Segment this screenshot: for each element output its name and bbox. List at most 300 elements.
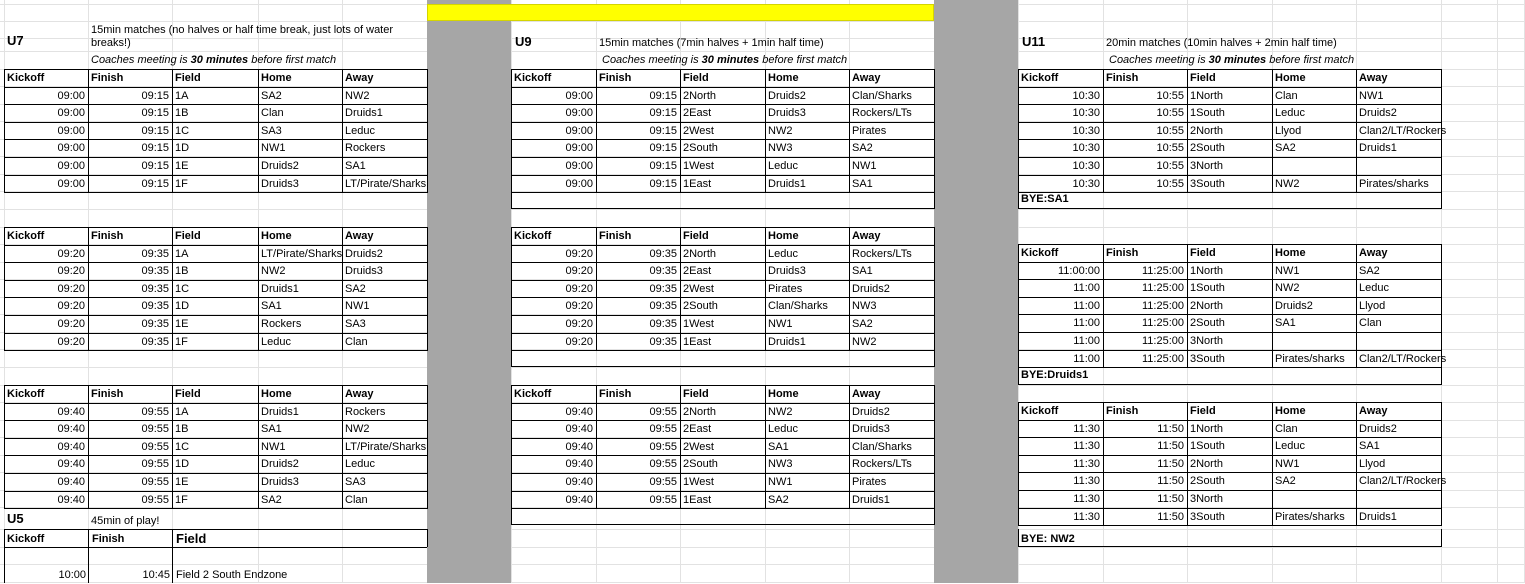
cell-border <box>342 385 343 509</box>
u9-finish-cell: 09:55 <box>649 441 677 453</box>
u7-kickoff-cell: 09:00 <box>57 125 85 137</box>
u7-home-cell: SA2 <box>261 494 282 506</box>
cell-border <box>427 529 428 547</box>
u7-away-cell: Leduc <box>345 125 375 137</box>
u7-home-cell: SA2 <box>261 90 282 102</box>
u9-home-cell: NW2 <box>768 125 793 137</box>
u9-away-cell: Rockers/LTs <box>852 458 912 470</box>
u11-field-cell: 1South <box>1190 107 1225 119</box>
cell-border <box>934 385 935 509</box>
u9-kickoff-cell: 09:20 <box>565 336 593 348</box>
u7-kickoff-cell: 09:00 <box>57 107 85 119</box>
u7-finish-cell: 09:15 <box>141 142 169 154</box>
u11-home-cell: NW1 <box>1275 458 1300 470</box>
cell-border <box>511 191 512 209</box>
u9-away-cell: Clan/Sharks <box>852 90 912 102</box>
u9-kickoff-cell: 09:40 <box>565 476 593 488</box>
u9-kickoff-cell: 09:00 <box>565 107 593 119</box>
u7-header-field: Field <box>175 388 201 400</box>
u11-kickoff-cell: 11:00 <box>1073 353 1100 365</box>
u11-header-field: Field <box>1190 405 1216 417</box>
u7-field-cell: 1C <box>175 283 190 295</box>
u7-home-cell: NW1 <box>261 142 286 154</box>
u7-away-cell: SA1 <box>345 160 366 172</box>
u7-kickoff-cell: 09:00 <box>57 142 85 154</box>
u9-kickoff-cell: 09:00 <box>565 90 593 102</box>
u5-finish-cell: 10:45 <box>142 569 170 581</box>
u11-away-cell: Pirates/sharks <box>1359 178 1429 190</box>
u7-kickoff-cell: 09:20 <box>57 300 85 312</box>
u9-away-cell: SA2 <box>852 318 873 330</box>
u11-field-cell: 1South <box>1190 282 1225 294</box>
u11-finish-cell: 10:55 <box>1156 107 1184 119</box>
u9-finish-cell: 09:15 <box>649 90 677 102</box>
u7-header-kickoff: Kickoff <box>7 230 45 242</box>
u11-kickoff-cell: 11:00 <box>1073 317 1100 329</box>
u7-away-cell: Druids2 <box>345 248 383 260</box>
cell-border <box>1441 191 1442 209</box>
u7-field-cell: 1E <box>175 318 189 330</box>
u7-header-away: Away <box>345 230 374 242</box>
u7-finish-cell: 09:55 <box>141 423 169 435</box>
u11-bye-2: BYE:Druids1 <box>1021 369 1089 381</box>
cell-border <box>849 69 850 193</box>
u9-field-cell: 2East <box>683 265 712 277</box>
u7-field-cell: 1A <box>175 406 189 418</box>
u11-home-cell: Llyod <box>1275 125 1302 137</box>
u7-finish-cell: 09:55 <box>141 406 169 418</box>
u7-away-cell: NW2 <box>345 90 370 102</box>
u7-finish-cell: 09:15 <box>141 125 169 137</box>
u9-field-cell: 1East <box>683 494 712 506</box>
cell-border <box>934 507 935 525</box>
u7-header-kickoff: Kickoff <box>7 72 45 84</box>
u9-away-cell: Clan/Sharks <box>852 441 912 453</box>
u11-header-field: Field <box>1190 247 1216 259</box>
u11-finish-cell: 11:25:00 <box>1141 353 1184 365</box>
separator-column-2 <box>934 0 1018 583</box>
u11-home-cell: SA1 <box>1275 317 1296 329</box>
u9-home-cell: NW2 <box>768 406 793 418</box>
u7-home-cell: SA3 <box>261 125 282 137</box>
cell-border <box>934 191 935 209</box>
u11-header-home: Home <box>1275 72 1306 84</box>
u7-home-cell: Leduc <box>261 336 291 348</box>
u9-home-cell: SA2 <box>768 494 789 506</box>
cell-border <box>934 349 935 367</box>
cell-border <box>1272 69 1273 193</box>
u11-kickoff-cell: 10:30 <box>1072 160 1100 172</box>
cell-border <box>427 385 428 509</box>
cell-border <box>1272 244 1273 368</box>
u11-field-cell: 3North <box>1190 335 1224 347</box>
u7-kickoff-cell: 09:00 <box>57 178 85 190</box>
u9-field-cell: 2West <box>683 283 714 295</box>
cell-border <box>258 69 259 193</box>
u7-away-cell: SA2 <box>345 283 366 295</box>
u11-kickoff-cell: 11:00 <box>1073 282 1100 294</box>
u7-kickoff-cell: 09:20 <box>57 336 85 348</box>
u9-header-field: Field <box>683 388 709 400</box>
u9-home-cell: Pirates <box>768 283 803 295</box>
u11-finish-cell: 11:50 <box>1157 475 1184 487</box>
u9-home-cell: Leduc <box>768 423 798 435</box>
u11-away-cell: SA2 <box>1359 265 1380 277</box>
cell-border <box>1356 244 1357 368</box>
u11-finish-cell: 10:55 <box>1156 125 1184 137</box>
cell-border <box>258 385 259 509</box>
u11-home-cell: Pirates/sharks <box>1275 511 1345 523</box>
cell-border <box>849 385 850 509</box>
u9-finish-cell: 09:55 <box>649 423 677 435</box>
u9-kickoff-cell: 09:40 <box>565 458 593 470</box>
cell-border <box>1018 546 1442 547</box>
u9-finish-cell: 09:35 <box>649 336 677 348</box>
u9-away-cell: SA2 <box>852 142 873 154</box>
u7-kickoff-cell: 09:40 <box>57 406 85 418</box>
u11-finish-cell: 10:55 <box>1156 160 1184 172</box>
cell-border <box>680 227 681 351</box>
cell-border <box>1187 69 1188 193</box>
u7-home-cell: Rockers <box>261 318 302 330</box>
u7-away-cell: NW1 <box>345 300 370 312</box>
u9-kickoff-cell: 09:40 <box>565 441 593 453</box>
u11-header-finish: Finish <box>1106 72 1139 84</box>
u9-kickoff-cell: 09:00 <box>565 160 593 172</box>
u11-field-cell: 3South <box>1190 353 1225 365</box>
u9-home-cell: Clan/Sharks <box>768 300 828 312</box>
u11-home-cell: SA2 <box>1275 475 1296 487</box>
u9-header-finish: Finish <box>599 230 632 242</box>
u11-kickoff-cell: 10:30 <box>1072 178 1100 190</box>
u7-header-finish: Finish <box>91 230 124 242</box>
u11-finish-cell: 10:55 <box>1156 90 1184 102</box>
u11-description: 20min matches (10min halves + 2min half time) <box>1106 37 1337 49</box>
u11-away-cell: NW1 <box>1359 90 1384 102</box>
u9-home-cell: SA1 <box>768 441 789 453</box>
cell-border <box>1356 402 1357 526</box>
u7-header-away: Away <box>345 388 374 400</box>
u11-away-cell: Llyod <box>1359 300 1386 312</box>
u11-kickoff-cell: 11:00:00 <box>1057 265 1100 277</box>
cell-border <box>1272 402 1273 526</box>
u11-away-cell: SA1 <box>1359 440 1380 452</box>
cell-border <box>342 69 343 193</box>
u7-finish-cell: 09:35 <box>141 336 169 348</box>
u11-header-kickoff: Kickoff <box>1021 405 1059 417</box>
u9-finish-cell: 09:15 <box>649 178 677 190</box>
u9-field-cell: 2South <box>683 300 718 312</box>
u11-home-cell: SA2 <box>1275 142 1296 154</box>
u9-kickoff-cell: 09:20 <box>565 283 593 295</box>
u11-header-away: Away <box>1359 72 1388 84</box>
u9-header-finish: Finish <box>599 388 632 400</box>
u11-kickoff-cell: 11:30 <box>1073 475 1100 487</box>
u7-field-cell: 1B <box>175 265 189 277</box>
cell-border <box>4 529 427 530</box>
cell-border <box>1187 244 1188 368</box>
u9-away-cell: Rockers/LTs <box>852 248 912 260</box>
u11-away-cell: Druids1 <box>1359 511 1397 523</box>
u9-away-cell: Pirates <box>852 125 887 137</box>
u9-kickoff-cell: 09:20 <box>565 318 593 330</box>
cell-border <box>680 385 681 509</box>
u5-description: 45min of play! <box>91 515 160 527</box>
u9-header-home: Home <box>768 72 799 84</box>
u7-away-cell: Clan <box>345 494 368 506</box>
u11-finish-cell: 11:50 <box>1157 493 1184 505</box>
u11-bye-1: BYE:SA1 <box>1021 193 1069 205</box>
cell-border <box>511 349 512 367</box>
u7-home-cell: Druids3 <box>261 178 299 190</box>
u7-finish-cell: 09:55 <box>141 494 169 506</box>
u11-finish-cell: 11:50 <box>1157 458 1184 470</box>
u7-kickoff-cell: 09:40 <box>57 441 85 453</box>
u11-field-cell: 2North <box>1190 300 1224 312</box>
u9-home-cell: Leduc <box>768 160 798 172</box>
u9-kickoff-cell: 09:20 <box>565 265 593 277</box>
u9-away-cell: NW2 <box>852 336 877 348</box>
cell-border <box>172 69 173 193</box>
u7-home-cell: Druids3 <box>261 476 299 488</box>
u9-field-cell: 2North <box>683 90 717 102</box>
u9-home-cell: Druids2 <box>768 90 806 102</box>
u7-field-cell: 1F <box>175 178 188 190</box>
cell-border <box>1187 402 1188 526</box>
u11-header-kickoff: Kickoff <box>1021 247 1059 259</box>
u7-away-cell: Rockers <box>345 406 386 418</box>
u11-away-cell: Llyod <box>1359 458 1386 470</box>
u7-finish-cell: 09:55 <box>141 476 169 488</box>
u9-away-cell: Druids1 <box>852 494 890 506</box>
u7-finish-cell: 09:35 <box>141 300 169 312</box>
u9-kickoff-cell: 09:40 <box>565 494 593 506</box>
u9-finish-cell: 09:35 <box>649 318 677 330</box>
u7-kickoff-cell: 09:40 <box>57 494 85 506</box>
cell-border <box>4 529 5 547</box>
u9-header-kickoff: Kickoff <box>514 388 552 400</box>
cell-border <box>4 547 427 548</box>
u9-field-cell: 1West <box>683 160 714 172</box>
cell-border <box>172 385 173 509</box>
u9-field-cell: 2West <box>683 441 714 453</box>
u7-field-cell: 1F <box>175 494 188 506</box>
u9-home-cell: NW1 <box>768 476 793 488</box>
u9-away-cell: NW1 <box>852 160 877 172</box>
u7-finish-cell: 09:35 <box>141 318 169 330</box>
cell-border <box>1018 208 1442 209</box>
cell-border <box>1018 529 1019 547</box>
u7-finish-cell: 09:35 <box>141 248 169 260</box>
u9-kickoff-cell: 09:00 <box>565 178 593 190</box>
cell-border <box>1441 402 1442 526</box>
u7-field-cell: 1E <box>175 476 189 488</box>
cell-border <box>511 524 935 525</box>
u9-away-cell: Druids3 <box>852 423 890 435</box>
u7-field-cell: 1A <box>175 248 189 260</box>
u7-away-cell: Leduc <box>345 458 375 470</box>
u9-kickoff-cell: 09:20 <box>565 300 593 312</box>
u9-away-cell: Rockers/LTs <box>852 107 912 119</box>
u11-header-home: Home <box>1275 247 1306 259</box>
u7-away-cell: Druids1 <box>345 107 383 119</box>
u11-home-cell: Leduc <box>1275 440 1305 452</box>
u7-home-cell: NW1 <box>261 441 286 453</box>
u11-coaches-meeting: Coaches meeting is 30 minutes before first match <box>1109 54 1355 66</box>
u5-header-finish: Finish <box>92 533 125 545</box>
u5-title: U5 <box>7 511 24 526</box>
u9-home-cell: NW3 <box>768 458 793 470</box>
u9-finish-cell: 09:35 <box>649 248 677 260</box>
u7-away-cell: SA3 <box>345 476 366 488</box>
u9-header-kickoff: Kickoff <box>514 230 552 242</box>
u7-description: 15min matches (no halves or half time break, just lots of water breaks!) <box>91 24 394 49</box>
u11-field-cell: 1North <box>1190 265 1224 277</box>
u9-field-cell: 2East <box>683 107 712 119</box>
u11-home-cell: Clan <box>1275 90 1298 102</box>
u9-finish-cell: 09:55 <box>649 458 677 470</box>
u11-away-cell: Clan2/LT/Rockers <box>1359 353 1447 365</box>
u9-home-cell: Druids3 <box>768 107 806 119</box>
u9-away-cell: Pirates <box>852 476 887 488</box>
u11-field-cell: 3South <box>1190 511 1225 523</box>
u7-field-cell: 1D <box>175 458 190 470</box>
u9-kickoff-cell: 09:40 <box>565 406 593 418</box>
cell-border <box>511 208 935 209</box>
u9-home-cell: Druids1 <box>768 336 806 348</box>
u9-kickoff-cell: 09:20 <box>565 248 593 260</box>
u7-finish-cell: 09:15 <box>141 160 169 172</box>
cell-border <box>765 69 766 193</box>
u9-home-cell: Leduc <box>768 248 798 260</box>
u9-title: U9 <box>515 34 532 49</box>
u9-home-cell: NW1 <box>768 318 793 330</box>
u11-away-cell: Clan2/LT/Rockers <box>1359 125 1447 137</box>
u11-title: U11 <box>1022 34 1046 49</box>
u11-home-cell: Clan <box>1275 423 1298 435</box>
u11-header-away: Away <box>1359 405 1388 417</box>
u11-finish-cell: 10:55 <box>1156 142 1184 154</box>
u9-home-cell: NW3 <box>768 142 793 154</box>
u9-finish-cell: 09:15 <box>649 160 677 172</box>
u11-kickoff-cell: 10:30 <box>1072 142 1100 154</box>
u7-home-cell: Druids1 <box>261 283 299 295</box>
cell-border <box>680 69 681 193</box>
cell-border <box>258 227 259 351</box>
u7-header-field: Field <box>175 230 201 242</box>
cell-border <box>1018 367 1019 385</box>
u9-finish-cell: 09:55 <box>649 494 677 506</box>
u5-kickoff-cell: 10:00 <box>58 569 86 581</box>
u9-away-cell: SA1 <box>852 265 873 277</box>
u7-field-cell: 1E <box>175 160 189 172</box>
u11-kickoff-cell: 10:30 <box>1072 90 1100 102</box>
u7-kickoff-cell: 09:40 <box>57 423 85 435</box>
u7-kickoff-cell: 09:20 <box>57 283 85 295</box>
u11-field-cell: 2South <box>1190 475 1225 487</box>
u9-home-cell: Druids1 <box>768 178 806 190</box>
u7-kickoff-cell: 09:00 <box>57 90 85 102</box>
u7-kickoff-cell: 09:40 <box>57 458 85 470</box>
u11-kickoff-cell: 10:30 <box>1072 125 1100 137</box>
u9-header-away: Away <box>852 388 881 400</box>
u11-field-cell: 2South <box>1190 142 1225 154</box>
u11-field-cell: 1North <box>1190 90 1224 102</box>
u9-away-cell: Druids2 <box>852 406 890 418</box>
u9-finish-cell: 09:15 <box>649 107 677 119</box>
cell-border <box>172 227 173 351</box>
u9-away-cell: SA1 <box>852 178 873 190</box>
u11-finish-cell: 11:50 <box>1157 511 1184 523</box>
u11-home-cell: NW2 <box>1275 178 1300 190</box>
u7-away-cell: Clan <box>345 336 368 348</box>
u9-header-away: Away <box>852 230 881 242</box>
u9-field-cell: 2North <box>683 248 717 260</box>
u7-kickoff-cell: 09:40 <box>57 476 85 488</box>
u11-field-cell: 3South <box>1190 178 1225 190</box>
u11-header-home: Home <box>1275 405 1306 417</box>
u7-title: U7 <box>7 33 24 48</box>
u9-field-cell: 2West <box>683 125 714 137</box>
u9-header-home: Home <box>768 388 799 400</box>
u9-kickoff-cell: 09:40 <box>565 423 593 435</box>
u11-home-cell: Druids2 <box>1275 300 1313 312</box>
cell-border <box>1356 69 1357 193</box>
u9-away-cell: NW3 <box>852 300 877 312</box>
u7-finish-cell: 09:55 <box>141 441 169 453</box>
highlighted-cell[interactable] <box>427 4 934 21</box>
u7-field-cell: 1C <box>175 125 190 137</box>
u11-away-cell: Clan2/LT/Rockers <box>1359 475 1447 487</box>
u11-home-cell: NW2 <box>1275 282 1300 294</box>
u11-home-cell: Pirates/sharks <box>1275 353 1345 365</box>
u7-finish-cell: 09:35 <box>141 265 169 277</box>
cell-border <box>88 529 89 547</box>
u11-kickoff-cell: 11:30 <box>1073 440 1100 452</box>
u9-field-cell: 2South <box>683 458 718 470</box>
u9-finish-cell: 09:15 <box>649 142 677 154</box>
u7-finish-cell: 09:15 <box>141 107 169 119</box>
u9-finish-cell: 09:35 <box>649 265 677 277</box>
u9-field-cell: 2North <box>683 406 717 418</box>
u9-finish-cell: 09:35 <box>649 283 677 295</box>
u7-field-cell: 1C <box>175 441 190 453</box>
u11-field-cell: 2North <box>1190 125 1224 137</box>
u11-kickoff-cell: 11:30 <box>1073 511 1100 523</box>
u9-field-cell: 1West <box>683 476 714 488</box>
cell-border <box>1018 384 1442 385</box>
u7-home-cell: LT/Pirate/Sharks <box>261 248 343 260</box>
u7-finish-cell: 09:55 <box>141 458 169 470</box>
u11-field-cell: 3North <box>1190 493 1224 505</box>
u7-home-cell: NW2 <box>261 265 286 277</box>
u11-field-cell: 1North <box>1190 423 1224 435</box>
u7-away-cell: LT/Pirate/Sharks <box>345 441 427 453</box>
u11-kickoff-cell: 11:00 <box>1073 335 1100 347</box>
u5-field-cell: Field 2 South Endzone <box>176 569 288 581</box>
u9-header-kickoff: Kickoff <box>514 72 552 84</box>
u7-field-cell: 1B <box>175 107 189 119</box>
u5-header-field: Field <box>176 531 207 546</box>
u7-header-field: Field <box>175 72 201 84</box>
u9-home-cell: Druids3 <box>768 265 806 277</box>
u7-home-cell: SA1 <box>261 423 282 435</box>
u11-away-cell: Druids2 <box>1359 423 1397 435</box>
u11-finish-cell: 11:25:00 <box>1141 317 1184 329</box>
u11-away-cell: Leduc <box>1359 282 1389 294</box>
u11-kickoff-cell: 10:30 <box>1072 107 1100 119</box>
u7-home-cell: SA1 <box>261 300 282 312</box>
